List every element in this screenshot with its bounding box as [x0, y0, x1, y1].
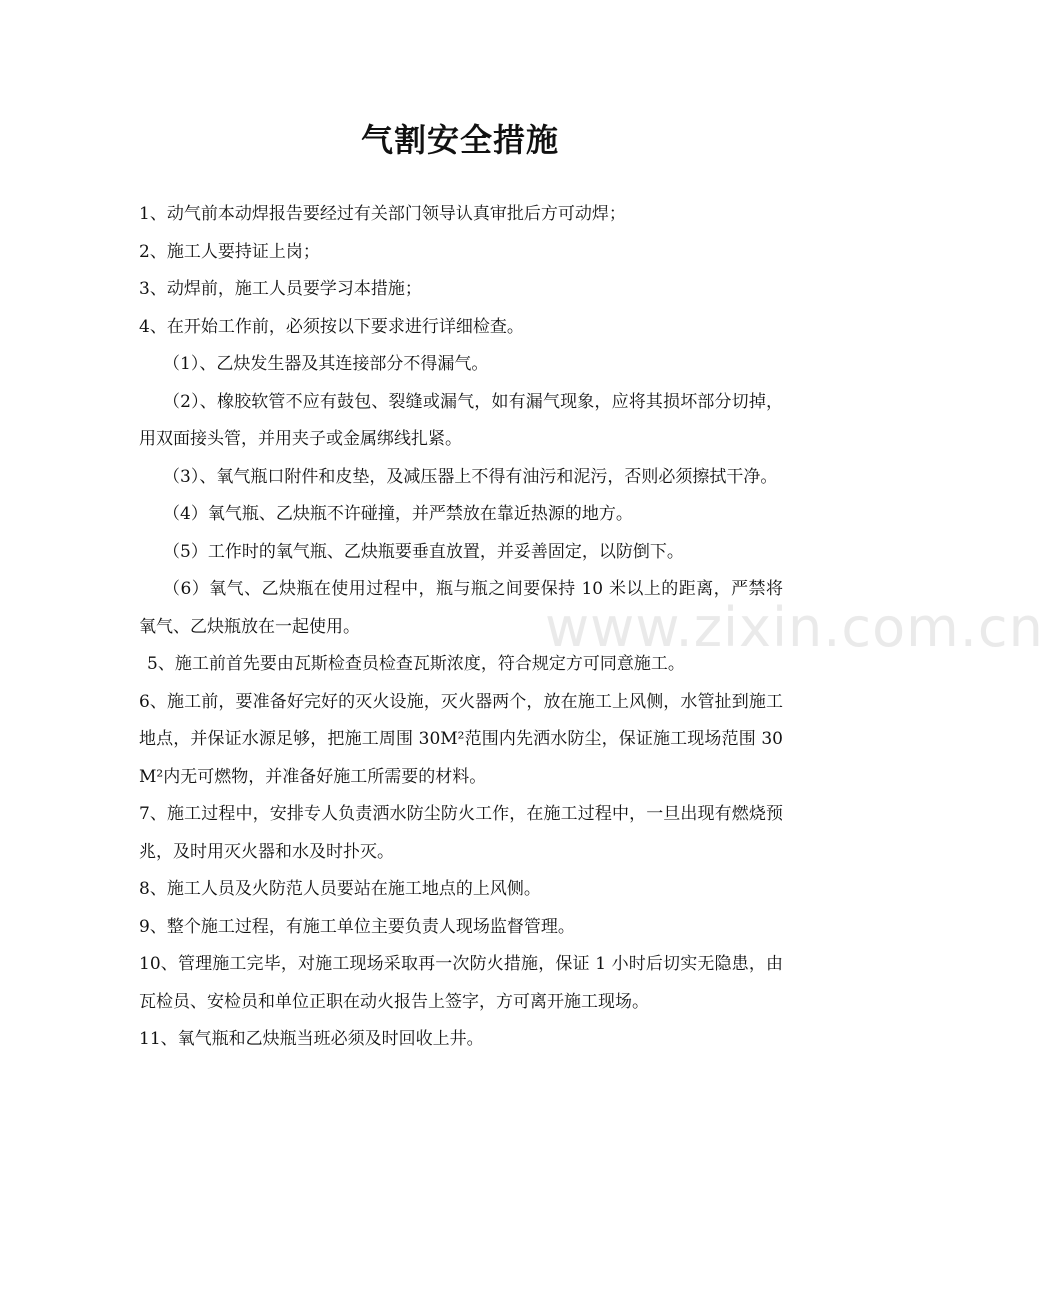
sub-item-3: （3）、氧气瓶口附件和皮垫，及减压器上不得有油污和泥污，否则必须擦拭干净。: [163, 466, 778, 487]
paragraph-4: 4、在开始工作前，必须按以下要求进行详细检查。: [139, 316, 524, 337]
paragraph-1: 1、动气前本动焊报告要经过有关部门领导认真审批后方可动焊；: [139, 204, 626, 224]
paragraph-6: 6、施工前，要准备好完好的灭火设施，灭火器两个，放在施工上风侧，水管扯到施工地点，并保证水源足够，把施工周围 30M²范围内先洒水防尘，保证施工现场范围 30M²内无可燃物，并准备好施工所需要的材料。: [139, 691, 783, 787]
paragraph-11: 11、氧气瓶和乙炔瓶当班必须及时回收上井。: [139, 1029, 484, 1049]
paragraph-2: 2、施工人要持证上岗；: [139, 241, 320, 262]
sub-item-5: （5）工作时的氧气瓶、乙炔瓶要垂直放置，并妥善固定，以防倒下。: [163, 541, 684, 562]
document-body: [139, 196, 783, 1059]
paragraph-9: 9、整个施工过程，有施工单位主要负责人现场监督管理。: [139, 916, 575, 937]
sub-item-4: （4）氧气瓶、乙炔瓶不许碰撞，并严禁放在靠近热源的地方。: [163, 504, 633, 524]
document-title: 气割安全措施: [360, 121, 559, 159]
paragraph-8: 8、施工人员及火防范人员要站在施工地点的上风侧。: [139, 879, 541, 899]
paragraph-5: 5、施工前首先要由瓦斯检查员检查瓦斯浓度，符合规定方可同意施工。: [147, 654, 685, 674]
watermark-text: www.zixin.com.cn: [545, 596, 1044, 659]
paragraph-7: 7、施工过程中，安排专人负责洒水防尘防火工作，在施工过程中，一旦出现有燃烧预兆，及时用灭火器和水及时扑灭。: [139, 804, 783, 862]
paragraph-3: 3、动焊前，施工人员要学习本措施；: [139, 279, 422, 299]
sub-item-2: （2）、橡胶软管不应有鼓包、裂缝或漏气，如有漏气现象，应将其损坏部分切掉，用双面接头管，并用夹子或金属绑线扎紧。: [139, 391, 783, 449]
sub-item-1: （1）、乙炔发生器及其连接部分不得漏气。: [163, 354, 489, 374]
sub-item-6: （6）氧气、乙炔瓶在使用过程中，瓶与瓶之间要保持 10 米以上的距离，严禁将氧气、乙炔瓶放在一起使用。: [139, 579, 783, 637]
paragraph-10: 10、管理施工完毕，对施工现场采取再一次防火措施，保证 1 小时后切实无隐患，由瓦检员、安检员和单位正职在动火报告上签字，方可离开施工现场。: [139, 954, 783, 1012]
